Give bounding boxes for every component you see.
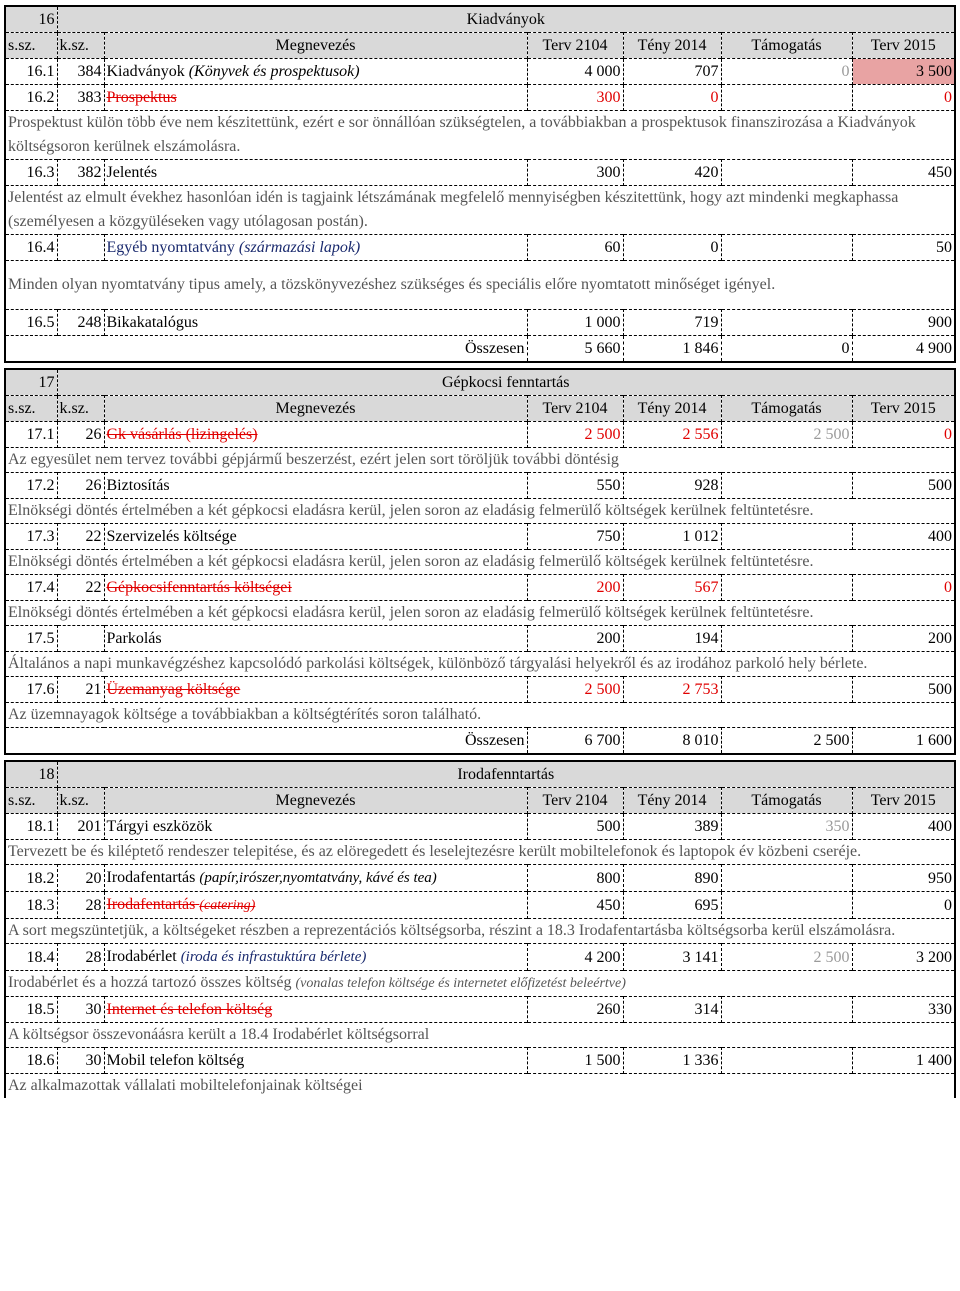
row-tam (721, 575, 852, 601)
row-note (6, 186, 954, 235)
row-name: Bikakatalógus (104, 310, 527, 336)
total-row (6, 336, 954, 362)
row-ssz: 18.3 (26, 896, 55, 914)
row-ssz: 17.5 (26, 630, 55, 647)
row-terv15: 900 (852, 310, 954, 336)
row-terv15: 0 (852, 892, 954, 919)
row-name: Szervizelés költsége (104, 524, 527, 550)
total-row (6, 728, 954, 754)
row-note-text: Az üzemnayagok költsége a továbbiakban a költségtérítés soron található. (8, 706, 482, 723)
row-terv15: 200 (852, 626, 954, 652)
row-terv: 1 000 (527, 310, 623, 336)
row-name: Internet és telefon költség (104, 997, 527, 1023)
total-terv15: 4 900 (852, 336, 954, 362)
row-terv15: 400 (852, 814, 954, 840)
row-teny: 707 (623, 59, 721, 85)
row-name: Tárgyi eszközök (104, 814, 527, 840)
row-terv: 1 500 (527, 1048, 623, 1074)
table-row (6, 944, 954, 971)
row-name-text: Irodabérlet (106, 948, 177, 965)
row-terv15: 950 (852, 865, 954, 892)
row-terv15: 1 400 (852, 1048, 954, 1074)
row-terv: 450 (527, 892, 623, 919)
row-name (104, 235, 527, 261)
row-ssz: 18.2 (26, 869, 55, 887)
row-tam (721, 865, 852, 892)
row-note-text: Az alkalmazottak vállalati mobiltelefonjainak költségei (8, 1077, 363, 1094)
col-header-teny2014: Tény 2014 (623, 33, 721, 59)
row-tam (721, 85, 852, 111)
row-name-text: Irodafentartás (106, 896, 196, 913)
col-header-ssz: s.sz. (8, 37, 36, 54)
row-ksz: 382 (57, 160, 104, 186)
row-ssz: 17.6 (26, 681, 55, 698)
row-note-text: A sort megszüntetjük, a költségeket részben a reprezentációs költségsorba, részint a 18.3 Irodafentartásba költségsorba kerül elszámolásra. (8, 922, 896, 939)
col-header-tamogatas: Támogatás (721, 33, 852, 59)
table-row (6, 865, 954, 892)
row-tam (721, 235, 852, 261)
row-terv15: 330 (852, 997, 954, 1023)
row-terv: 4 000 (527, 59, 623, 85)
row-note-text: Tervezett be és kiléptető rendeszer telepitése, és az elöregedett és leselejtezésre került mobiltelefonok és laptopok év közbeni cseréje. (8, 843, 862, 860)
row-note-text: Általános a napi munkavégzéshez kapcsolódó parkolási költségek, különböző tárgyalási helyekről és az irodához parkoló hely bérlete. (8, 655, 868, 672)
row-teny: 0 (623, 85, 721, 111)
row-ksz: 30 (57, 1048, 104, 1074)
header-row (6, 788, 954, 814)
table-row (6, 814, 954, 840)
row-tam: 2 500 (721, 944, 852, 971)
row-note (6, 652, 954, 677)
row-ssz: 16.2 (26, 89, 55, 106)
total-label: Összesen (464, 732, 525, 749)
row-terv15: 3 200 (852, 944, 954, 971)
row-terv15: 0 (852, 422, 954, 448)
row-terv15: 500 (852, 473, 954, 499)
row-name-extra: (papír,irószer,nyomtatvány, kávé és tea) (199, 870, 437, 886)
row-note (6, 703, 954, 728)
row-note-text (6, 971, 954, 997)
total-teny: 1 846 (623, 336, 721, 362)
section-number: 17 (38, 374, 55, 391)
table-row (6, 997, 954, 1023)
section-number: 16 (38, 11, 55, 28)
row-name: Gépkocsifenntartás költségei (104, 575, 527, 601)
row-name-extra: (Könyvek és prospektusok) (188, 63, 360, 80)
row-name (104, 865, 527, 892)
section-number: 18 (38, 766, 55, 783)
row-name: Mobil telefon költség (104, 1048, 527, 1074)
col-header-teny2014: Tény 2014 (623, 396, 721, 422)
row-terv: 260 (527, 997, 623, 1023)
row-tam (721, 1048, 852, 1074)
row-note-text: A költségsor összevonáásra került a 18.4 Irodabérlet költségsorral (8, 1026, 430, 1043)
row-ksz: 384 (57, 59, 104, 85)
row-terv15: 50 (852, 235, 954, 261)
table-row (6, 892, 954, 919)
row-ksz: 28 (57, 944, 104, 971)
col-header-tamogatas: Támogatás (721, 788, 852, 814)
col-header-terv2104: Terv 2104 (527, 396, 623, 422)
row-name-text: Kiadványok (106, 63, 185, 80)
row-tam (721, 524, 852, 550)
row-teny: 0 (623, 235, 721, 261)
row-teny: 890 (623, 865, 721, 892)
row-teny: 420 (623, 160, 721, 186)
row-terv: 2 500 (527, 677, 623, 703)
col-header-megnevezes: Megnevezés (104, 33, 527, 59)
total-tam: 0 (721, 336, 852, 362)
header-row (6, 396, 954, 422)
row-ssz: 17.4 (26, 579, 55, 596)
row-teny: 1 336 (623, 1048, 721, 1074)
section-title: Gépkocsi fenntartás (57, 370, 954, 396)
table-irodafenntartas (6, 762, 954, 1098)
row-teny: 2 753 (623, 677, 721, 703)
row-name: Prospektus (104, 85, 527, 111)
table-row (6, 422, 954, 448)
row-terv: 60 (527, 235, 623, 261)
row-note-text: Az egyesület nem tervez további gépjármű beszerzést, ezért jelen sort töröljük további döntésig (8, 451, 619, 468)
section-title-row (6, 7, 954, 33)
col-header-tamogatas: Támogatás (721, 396, 852, 422)
header-row (6, 33, 954, 59)
row-terv: 200 (527, 575, 623, 601)
row-teny: 194 (623, 626, 721, 652)
row-terv: 200 (527, 626, 623, 652)
row-tam: 2 500 (721, 422, 852, 448)
row-name: Parkolás (104, 626, 527, 652)
row-teny: 3 141 (623, 944, 721, 971)
table-gepkocsi (6, 370, 954, 753)
row-terv15: 450 (852, 160, 954, 186)
section-title: Irodafenntartás (57, 762, 954, 788)
row-teny: 719 (623, 310, 721, 336)
row-teny: 1 012 (623, 524, 721, 550)
row-name-text: Irodafentartás (106, 869, 196, 886)
row-teny: 2 556 (623, 422, 721, 448)
row-ksz: 30 (57, 997, 104, 1023)
section-title: Kiadványok (57, 7, 954, 33)
row-terv15: 500 (852, 677, 954, 703)
col-header-megnevezes: Megnevezés (104, 396, 527, 422)
col-header-terv2104: Terv 2104 (527, 33, 623, 59)
row-tam (721, 677, 852, 703)
row-terv: 800 (527, 865, 623, 892)
section-gepkocsi (4, 368, 956, 755)
row-tam: 0 (721, 59, 852, 85)
row-name (104, 892, 527, 919)
row-tam (721, 473, 852, 499)
row-tam (721, 626, 852, 652)
row-note-text: Elnökségi döntés értelmében a két gépkocsi eladásra kerül, jelen soron az eladásig felmerülő költségek kerülnek feltüntetésre. (8, 604, 814, 621)
col-header-ssz: s.sz. (8, 792, 36, 809)
row-ssz: 17.1 (26, 426, 55, 443)
row-terv15: 0 (852, 85, 954, 111)
total-terv: 6 700 (527, 728, 623, 754)
table-row (6, 235, 954, 261)
row-terv15: 0 (852, 575, 954, 601)
section-irodafenntartas (4, 760, 956, 1098)
row-note-text: Minden olyan nyomtatvány tipus amely, a tözskönyvezéshez szükséges és speciális előre nyomtatott minőséget igényel. (8, 276, 776, 293)
row-teny: 567 (623, 575, 721, 601)
row-name-extra: (iroda és infrastuktúra bérlete) (180, 949, 367, 965)
row-tam (721, 160, 852, 186)
total-tam: 2 500 (721, 728, 852, 754)
row-ksz: 26 (57, 422, 104, 448)
table-row (6, 59, 954, 85)
row-ksz: 28 (57, 892, 104, 919)
row-ssz: 18.5 (26, 1001, 55, 1018)
row-note (6, 601, 954, 626)
row-ssz: 18.4 (26, 948, 55, 966)
table-row (6, 575, 954, 601)
row-tam (721, 892, 852, 919)
row-ssz: 16.1 (26, 63, 55, 80)
row-ksz: 21 (57, 677, 104, 703)
col-header-megnevezes: Megnevezés (104, 788, 527, 814)
row-terv15: 3 500 (852, 59, 954, 85)
row-teny: 389 (623, 814, 721, 840)
row-terv15: 400 (852, 524, 954, 550)
row-terv: 500 (527, 814, 623, 840)
table-row (6, 677, 954, 703)
row-name (104, 944, 527, 971)
row-name-extra: (catering) (199, 898, 256, 913)
row-name: Üzemanyag költsége (104, 677, 527, 703)
row-ksz (57, 626, 104, 652)
row-ksz: 26 (57, 473, 104, 499)
table-row (6, 524, 954, 550)
table-row (6, 310, 954, 336)
total-terv15: 1 600 (852, 728, 954, 754)
row-terv: 4 200 (527, 944, 623, 971)
row-tam (721, 310, 852, 336)
row-name: Jelentés (104, 160, 527, 186)
row-note (6, 840, 954, 865)
table-row (6, 85, 954, 111)
row-note (6, 111, 954, 160)
row-note-extra: (vonalas telefon költsége és internetet előfizetést beleértve) (295, 976, 626, 991)
row-ksz: 22 (57, 575, 104, 601)
col-header-teny2014: Tény 2014 (623, 788, 721, 814)
row-terv: 300 (527, 160, 623, 186)
row-ksz: 383 (57, 85, 104, 111)
row-note (6, 550, 954, 575)
total-terv: 5 660 (527, 336, 623, 362)
row-note (6, 499, 954, 524)
col-header-terv2015: Terv 2015 (852, 33, 954, 59)
row-teny: 695 (623, 892, 721, 919)
col-header-ksz: k.sz. (57, 33, 104, 59)
col-header-terv2104: Terv 2104 (527, 788, 623, 814)
row-note-text: Prospektust külön több éve nem készitettünk, ezért e sor önnállóan szükségtelen, a továbbiakban a prospektusok finanszirozása a Kiadványok költségsoron kerülnek elszámolásra. (8, 114, 916, 155)
row-ssz: 16.5 (26, 314, 55, 331)
col-header-ksz: k.sz. (57, 396, 104, 422)
col-header-terv2015: Terv 2015 (852, 788, 954, 814)
row-ksz (57, 235, 104, 261)
row-name-text: Egyéb nyomtatvány (106, 239, 235, 256)
row-terv: 2 500 (527, 422, 623, 448)
row-note (6, 1023, 954, 1048)
row-note (6, 261, 954, 310)
row-note (6, 971, 954, 997)
row-ksz: 201 (57, 814, 104, 840)
row-note (6, 448, 954, 473)
row-note-text: Jelentést az elmult évekhez hasonlóan idén is tagjaink létszámának megfelelő mennyiségben készitettünk, hogy azt mindenki megkaphassa (személyesen a közgyüléseken vagy utólagosan postán). (8, 189, 899, 230)
row-note-main: Irodabérlet és a hozzá tartozó összes költség (8, 974, 292, 991)
row-note-text: Elnökségi döntés értelmében a két gépkocsi eladásra kerül, jelen soron az eladásig felmerülő költségek kerülnek feltüntetésre. (8, 502, 814, 519)
col-header-terv2015: Terv 2015 (852, 396, 954, 422)
row-ssz: 16.3 (26, 164, 55, 181)
row-ssz: 16.4 (26, 239, 55, 256)
row-note (6, 1074, 954, 1099)
row-ksz: 22 (57, 524, 104, 550)
row-name (104, 59, 527, 85)
row-note-text: Elnökségi döntés értelmében a két gépkocsi eladásra kerül, jelen soron az eladásig felmerülő költségek kerülnek feltüntetésre. (8, 553, 814, 570)
row-name-extra: (származási lapok) (238, 239, 361, 256)
section-title-row (6, 762, 954, 788)
row-tam: 350 (721, 814, 852, 840)
row-terv: 750 (527, 524, 623, 550)
row-ssz: 18.1 (26, 818, 55, 835)
row-ksz: 20 (57, 865, 104, 892)
row-teny: 314 (623, 997, 721, 1023)
row-ssz: 18.6 (26, 1052, 55, 1069)
row-terv: 550 (527, 473, 623, 499)
row-ssz: 17.2 (26, 477, 55, 494)
table-kiadvanyok (6, 7, 954, 361)
table-row (6, 473, 954, 499)
table-row (6, 626, 954, 652)
col-header-ksz: k.sz. (57, 788, 104, 814)
table-row (6, 1048, 954, 1074)
table-row (6, 160, 954, 186)
row-tam (721, 997, 852, 1023)
row-ssz: 17.3 (26, 528, 55, 545)
total-label: Összesen (464, 340, 525, 357)
row-note (6, 919, 954, 944)
row-name: Gk vásárlás (lizingelés) (104, 422, 527, 448)
section-kiadvanyok (4, 5, 956, 363)
row-name: Biztosítás (104, 473, 527, 499)
col-header-ssz: s.sz. (8, 400, 36, 417)
total-teny: 8 010 (623, 728, 721, 754)
section-title-row (6, 370, 954, 396)
row-terv: 300 (527, 85, 623, 111)
row-teny: 928 (623, 473, 721, 499)
row-ksz: 248 (57, 310, 104, 336)
